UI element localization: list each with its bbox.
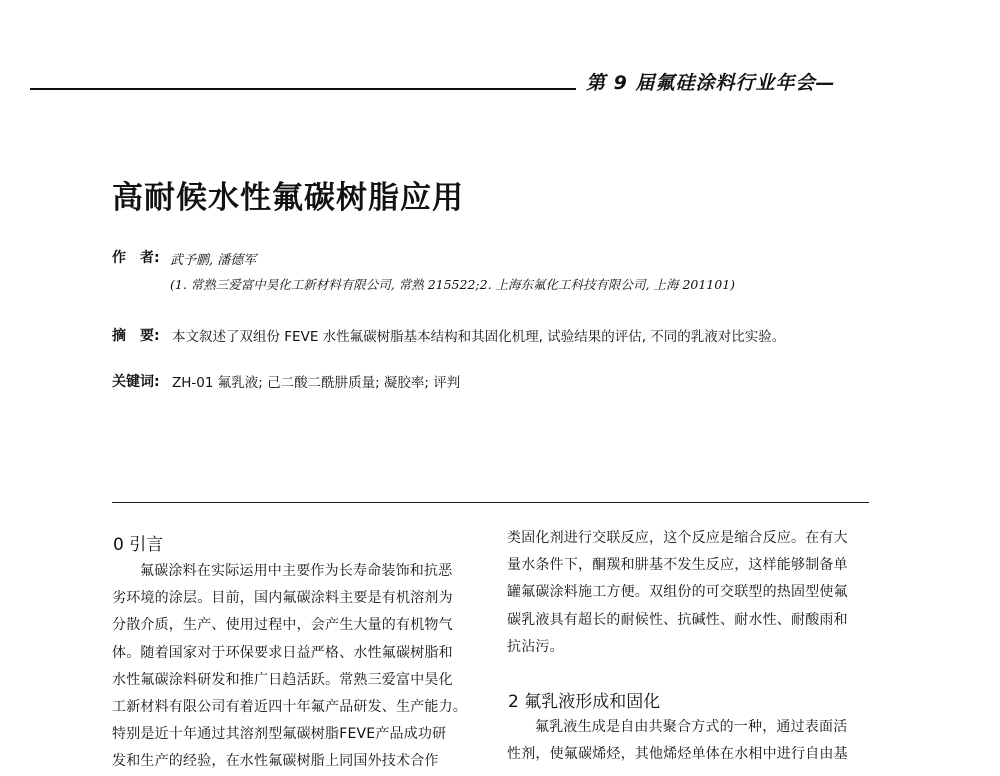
paragraph-line: 工新材料有限公司有着近四十年氟产品研发、生产能力。 <box>112 698 467 715</box>
paragraph-line: 量水条件下，酮羰和肼基不发生反应，这样能够制备单 <box>507 557 848 574</box>
right-paragraph <box>507 525 882 661</box>
affiliation: (1. 常熟三爱富中昊化工新材料有限公司, 常熟 215522;2. 上海东氟化工科技有限公司, 上海 201101) <box>170 277 736 292</box>
keywords-label: 关键词: <box>112 374 160 390</box>
section2-paragraph <box>507 714 882 768</box>
paragraph-line: 抗沾污。 <box>507 638 564 655</box>
authors: 武予鹏, 潘德军 <box>170 253 257 268</box>
paragraph-line: 分散介质，生产、使用过程中，会产生大量的有机物气 <box>112 617 453 634</box>
paragraph-line: 水性氟碳涂料研发和推广日趋活跃。常熟三爱富中昊化 <box>112 671 453 688</box>
paragraph-line: 体。随着国家对于环保要求日益严格、水性氟碳树脂和 <box>112 644 453 661</box>
intro-paragraph <box>112 558 487 776</box>
paper-title: 高耐候水性氟碳树脂应用 <box>112 180 464 216</box>
paragraph-line: 类固化剂进行交联反应，这个反应是缩合反应。在有大 <box>507 530 848 546</box>
body-separator <box>112 502 869 503</box>
section2-heading: 2 氟乳液形成和固化 <box>508 692 661 712</box>
paragraph-line: 发和生产的经验，在水性氟碳树脂上同国外技术合作 <box>112 753 439 770</box>
paragraph-line: 性剂，使氟碳烯烃，其他烯烃单体在水相中进行自由基 <box>507 746 848 763</box>
header-rule <box>30 88 576 90</box>
conference-header: 第 9 届氟硅涂料行业年会— <box>586 72 836 94</box>
paragraph-line: 劣环境的涂层。目前，国内氟碳涂料主要是有机溶剂为 <box>112 590 453 607</box>
authors-label: 作 者: <box>112 250 160 266</box>
paragraph-line: 特别是近十年通过其溶剂型氟碳树脂FEVE产品成功研 <box>112 726 447 743</box>
keywords-text: ZH-01 氟乳液; 己二酸二酰肼质量; 凝胶率; 评判 <box>172 375 461 391</box>
abstract-label: 摘 要: <box>112 328 160 344</box>
paragraph-line: 罐氟碳涂料施工方便。双组份的可交联型的热固型使氟 <box>507 584 848 601</box>
paragraph-line: 氟碳涂料在实际运用中主要作为长寿命装饰和抗恶 <box>140 563 453 579</box>
abstract-text: 本文叙述了双组份 FEVE 水性氟碳树脂基本结构和其固化机理, 试验结果的评估, 不同的乳液对比实验。 <box>172 329 786 345</box>
paragraph-line: 氟乳液生成是自由共聚合方式的一种，通过表面活 <box>535 719 848 735</box>
intro-heading: 0 引言 <box>113 535 164 555</box>
paragraph-line: 碳乳液具有超长的耐候性、抗碱性、耐水性、耐酸雨和 <box>507 611 848 628</box>
